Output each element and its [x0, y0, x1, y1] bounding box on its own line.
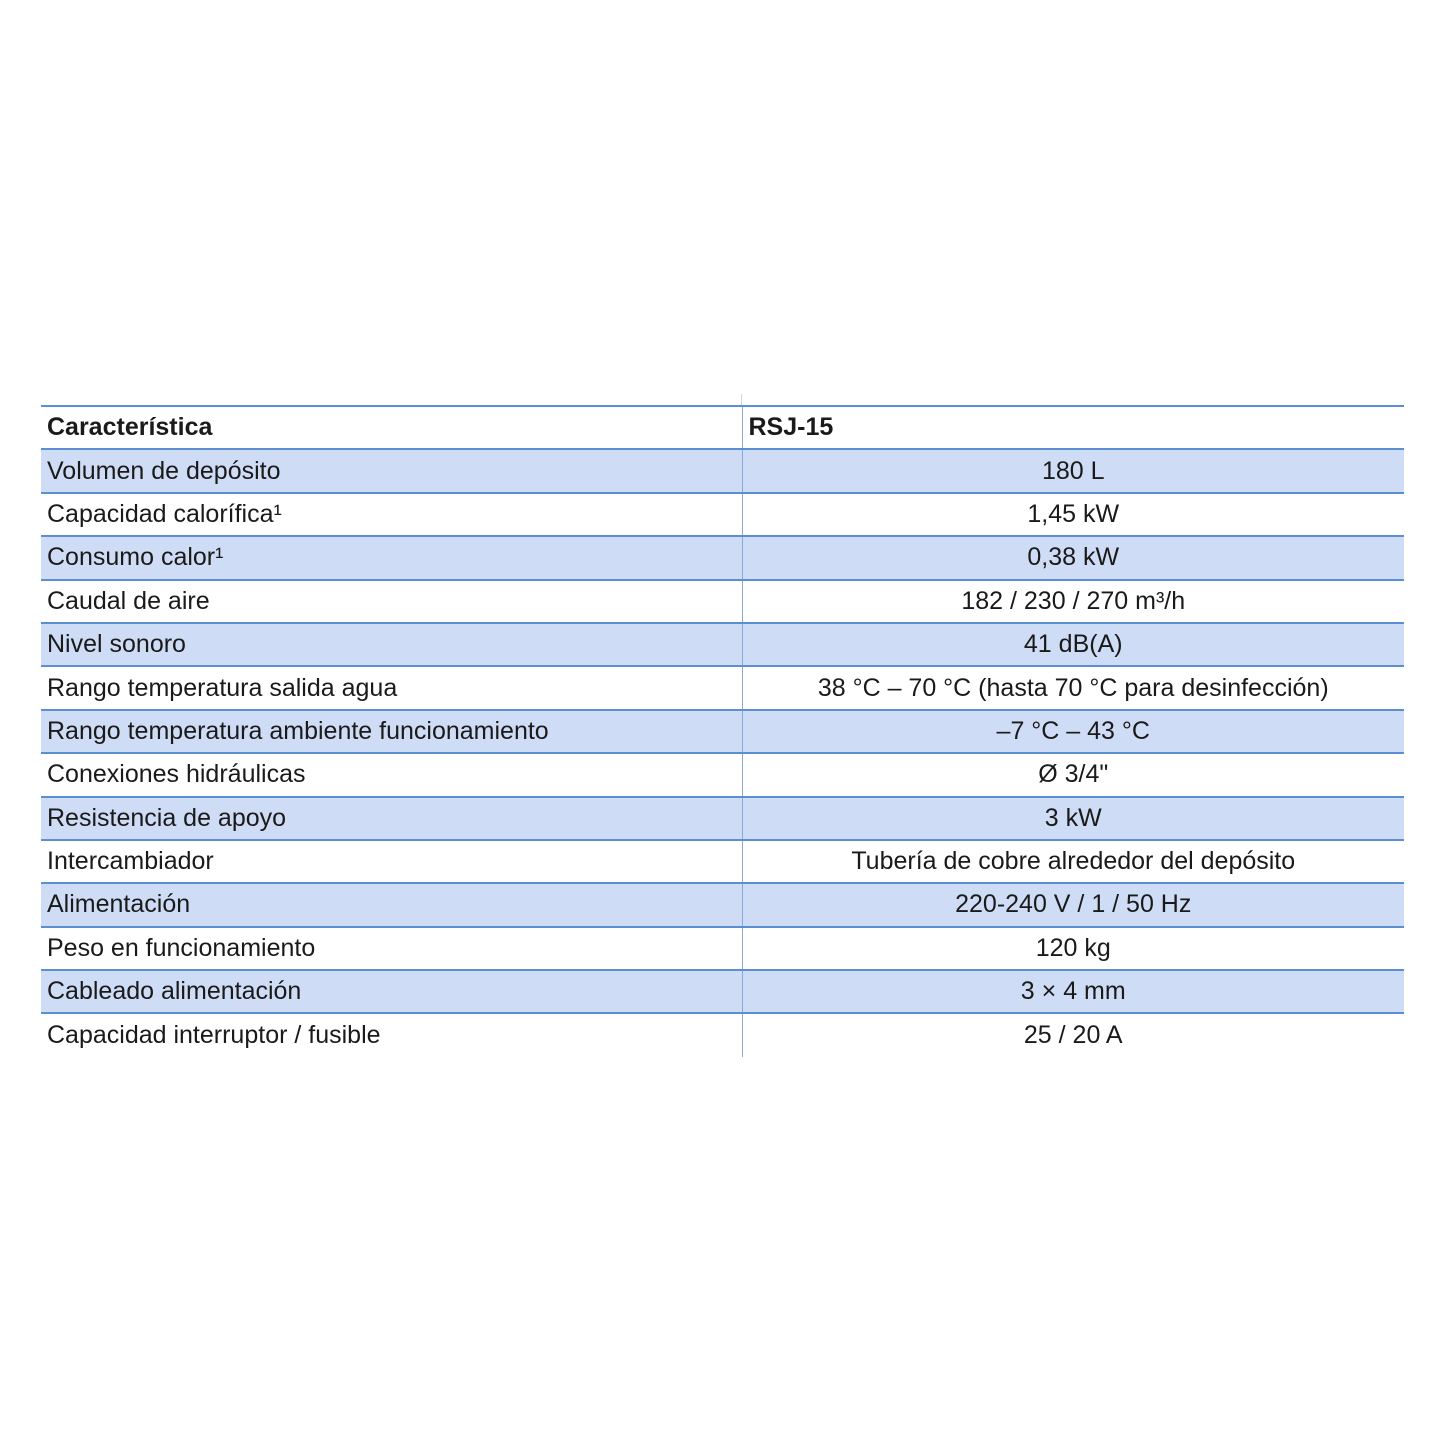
row-value: Ø 3/4" — [742, 753, 1404, 796]
spec-table-body — [41, 406, 1404, 1057]
row-value: 0,38 kW — [742, 536, 1404, 579]
table-row — [41, 493, 1404, 536]
row-label: Rango temperatura ambiente funcionamiento — [41, 710, 742, 753]
header-model: RSJ-15 — [742, 406, 1404, 449]
column-divider-tick — [741, 394, 742, 405]
row-value: 3 kW — [742, 797, 1404, 840]
row-label: Capacidad calorífica¹ — [41, 493, 742, 536]
row-value: 41 dB(A) — [742, 623, 1404, 666]
row-value: 120 kg — [742, 927, 1404, 970]
spec-table — [41, 405, 1404, 1057]
table-row — [41, 1013, 1404, 1056]
table-row — [41, 623, 1404, 666]
row-label: Intercambiador — [41, 840, 742, 883]
row-value: Tubería de cobre alrededor del depósito — [742, 840, 1404, 883]
row-value: 220-240 V / 1 / 50 Hz — [742, 883, 1404, 926]
row-value: 180 L — [742, 449, 1404, 492]
row-value: 1,45 kW — [742, 493, 1404, 536]
table-header-row — [41, 406, 1404, 449]
row-label: Consumo calor¹ — [41, 536, 742, 579]
table-row — [41, 753, 1404, 796]
row-label: Alimentación — [41, 883, 742, 926]
row-value: 182 / 230 / 270 m³/h — [742, 580, 1404, 623]
row-label: Cableado alimentación — [41, 970, 742, 1013]
table-row — [41, 580, 1404, 623]
row-label: Rango temperatura salida agua — [41, 666, 742, 709]
header-feature: Característica — [41, 406, 742, 449]
table-row — [41, 883, 1404, 926]
row-label: Peso en funcionamiento — [41, 927, 742, 970]
table-row — [41, 449, 1404, 492]
table-row — [41, 666, 1404, 709]
table-row — [41, 710, 1404, 753]
row-label: Volumen de depósito — [41, 449, 742, 492]
row-label: Capacidad interruptor / fusible — [47, 1021, 381, 1050]
row-value: 25 / 20 A — [742, 1013, 1404, 1056]
row-label: Nivel sonoro — [41, 623, 742, 666]
row-label: Caudal de aire — [41, 580, 742, 623]
row-label: Resistencia de apoyo — [41, 797, 742, 840]
table-row — [41, 797, 1404, 840]
row-value: 38 °C – 70 °C (hasta 70 °C para desinfección) — [742, 666, 1404, 709]
table-row — [41, 840, 1404, 883]
row-value: –7 °C – 43 °C — [742, 710, 1404, 753]
row-value: 3 × 4 mm — [742, 970, 1404, 1013]
table-row — [41, 970, 1404, 1013]
table-row — [41, 536, 1404, 579]
table-row — [41, 927, 1404, 970]
row-label: Conexiones hidráulicas — [41, 753, 742, 796]
